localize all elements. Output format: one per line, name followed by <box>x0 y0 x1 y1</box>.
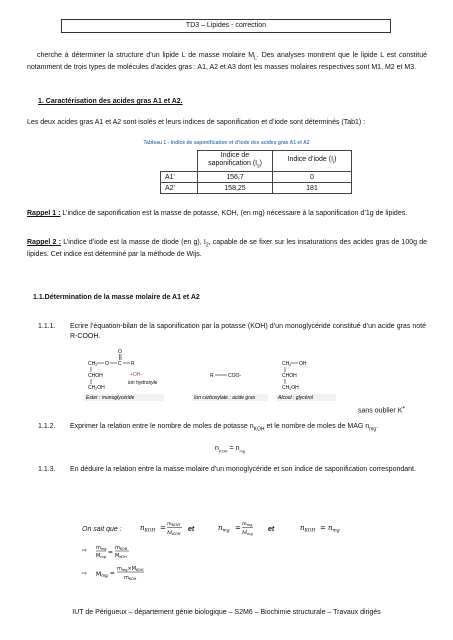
svg-text:nmg: $n_{mg}$ <box>328 524 340 534</box>
svg-text:=: = <box>108 549 114 556</box>
intro-text-b: . Des analyses montrent que le lipide L est constitué notamment de trois types de molécules d’acides gras : A1, A2 et A3 dont les masses molaires respectives sont M1, M2 et M3. <box>27 52 427 72</box>
svg-text:Mmg: $M_{mg}$ <box>242 530 253 536</box>
intro-sub-l: L <box>254 55 257 62</box>
svg-text:mKOH: $m_{KOH}$ <box>124 575 137 581</box>
diag-o-link: O <box>105 361 109 367</box>
table-header-row <box>161 151 352 172</box>
svg-text:MKOH: $M_{KOH}$ <box>115 553 127 559</box>
section1-text: Les deux acides gras A1 et A2 sont isolés et leurs indices de saponification et d’iode sont déterminés (Tab1) : <box>27 119 366 126</box>
diag-ch2oh: $CH_2OH$ <box>88 385 105 391</box>
diag-carboxylate-label: Ion carboxylate : acide gras <box>194 395 256 401</box>
table-corner <box>161 151 198 172</box>
rappel1-text: L’indice de saponification est la masse de potasse, KOH, (en mg) nécessaire à la saponification d’1g de lipides. <box>60 210 408 217</box>
row-name: A1' <box>161 172 198 183</box>
diag-coo: COO- <box>228 373 242 379</box>
diag-plus-oh: +OH- <box>130 372 143 378</box>
table-caption: Tableau 1 - Indice de saponification et d’iode des acides gras A1 et A2 <box>143 140 310 146</box>
row-sap: 158,25 <box>198 183 273 194</box>
q111-text: Ecrire l’équation-bilan de la saponification par la potasse (KOH) d’un monoglycéride constitué d’un acide gras noté R-COOH. <box>70 323 426 340</box>
row-iod: 0 <box>273 172 352 183</box>
rappel2-label: Rappel 2 : <box>27 239 62 246</box>
formula-line <box>140 515 360 539</box>
diag-alc-ch2: $CH_2$ <box>282 361 292 367</box>
diag-alcool-label: Alcool : glycérol <box>278 395 314 401</box>
q111-number: 1.1.1. <box>38 323 56 330</box>
header-title: TD3 – Lipides - correction <box>61 19 391 33</box>
rappel1 <box>27 209 427 219</box>
svg-text:MKOH: $M_{KOH}$ <box>167 530 181 536</box>
intro-text-a: cherche à déterminer la structure d’un lipide L de masse molaire M <box>37 52 255 59</box>
svg-text:mmg: $m_{mg}$ <box>242 521 253 527</box>
diag-ester-label: Ester : monoglycéride <box>86 395 135 401</box>
on-sait-que-label: On sait que : <box>82 526 122 533</box>
et-2: et <box>268 526 275 533</box>
diag-o: O <box>118 349 122 355</box>
diag-choh: CHOH <box>88 373 103 379</box>
arrow-icon: ⇨ <box>82 570 88 577</box>
diag-c: C <box>118 361 122 367</box>
diag-r-coo: R <box>210 373 214 379</box>
sans-oublier: sans oublier K+ <box>358 405 406 415</box>
svg-text:nKOH: $n_{KOH}$ <box>300 524 316 534</box>
svg-text:nKOH: $n_{KOH}$ <box>140 524 156 534</box>
row-iod: 181 <box>273 183 352 194</box>
svg-text:nmg: $n_{mg}$ <box>218 524 230 534</box>
table-row <box>161 183 352 194</box>
svg-text:mKOH: $m_{KOH}$ <box>167 521 181 527</box>
diag-r: R <box>131 361 135 367</box>
row-name: A2' <box>161 183 198 194</box>
rappel2: Rappel 2 : L’indice d’iode est la masse de diode (en g), $I_2$, capable de se fixer sur les insaturations des acides gras de 100g de lipides. Cet indice est déterminé par la méthode de Wijs. <box>27 239 428 259</box>
relation-112: $n_{KOH} = n_{mg}$ <box>215 445 246 454</box>
row-sap: 156,7 <box>198 172 273 183</box>
table-row <box>161 172 352 183</box>
header-iode: Indice d’iode $(I_i)$ <box>273 151 352 172</box>
q113-number: 1.1.3. <box>38 466 56 473</box>
q113-text: En déduire la relation entre la masse molaire d’un monoglycéride et son indice de saponification correspondant. <box>70 466 416 473</box>
intro-paragraph <box>27 51 427 73</box>
footer-text: IUT de Périgueux – département génie biologique – S2M6 – Biochimie structurale – Travaux dirigés <box>72 609 381 616</box>
svg-text:Mmg: $M_{mg}$ <box>96 553 106 559</box>
diag-ch2: $CH_2$ <box>88 361 98 367</box>
section11-title: 1.1.Détermination de la masse molaire de A1 et A2 <box>33 294 200 301</box>
et-1: et <box>188 526 195 533</box>
svg-text:=: = <box>235 524 241 532</box>
diag-alc-choh: CHOH <box>282 373 297 379</box>
svg-text:Mmg: Mmg <box>96 571 108 578</box>
header-saponification: Indice de saponification $(I_s)$ <box>198 151 273 172</box>
svg-text:mmg×MKOH: $m_{mg}\times M_{KOH}$ <box>117 566 144 572</box>
rappel1-label: Rappel 1 : <box>27 210 61 217</box>
svg-text:OH: OH <box>299 361 307 367</box>
svg-text:mmg: $m_{mg}$ <box>96 545 107 551</box>
svg-text:mKOH: $m_{KOH}$ <box>115 545 128 551</box>
svg-text:=: = <box>320 524 326 532</box>
indices-table <box>160 150 352 194</box>
q112-number: 1.1.2. <box>38 423 56 430</box>
arrow-icon: ⇨ <box>82 547 88 554</box>
derivation <box>82 542 202 592</box>
section1-title: 1. Caractérisation des acides gras A1 et A2. <box>38 98 183 105</box>
diag-ion-hydroxyle: ion hydroxyle <box>128 380 158 386</box>
svg-text:=: = <box>160 524 166 532</box>
q112-text: Exprimer la relation entre le nombre de moles de potasse $n_{KOH}$ et le nombre de moles de MAG $n_{mg}$. <box>70 423 379 433</box>
diag-alc-ch2oh: $CH_2OH$ <box>282 385 299 391</box>
saponification-diagram <box>82 344 352 420</box>
svg-text:=: = <box>110 570 116 577</box>
